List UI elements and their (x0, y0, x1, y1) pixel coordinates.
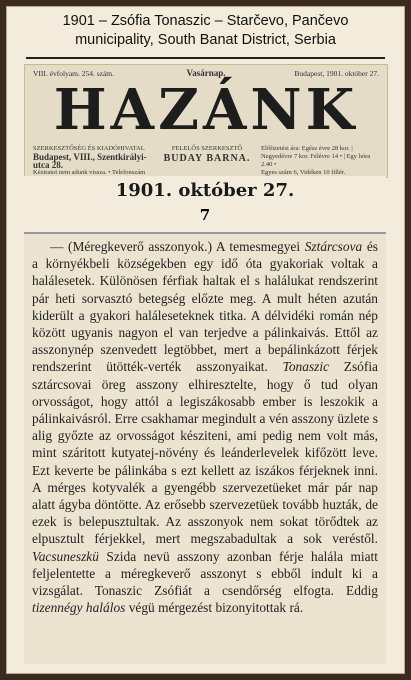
office-address: Budapest, VIII., Szentkirályi-utca 28. (33, 152, 147, 170)
subscription-info (261, 145, 381, 177)
office-note: Kéziratot nem adunk vissza. • Telefonszám (33, 169, 146, 176)
image-caption (10, 12, 401, 50)
page-number: 7 (199, 206, 211, 224)
newspaper-title: HAZÁNK (53, 77, 359, 143)
editor-name: BUDAY BARNA. (163, 153, 251, 164)
place-name: Sztárcsova (304, 239, 363, 254)
caption-divider (26, 57, 385, 59)
subscription-prices: Előfizetési ára: Egész évre 28 kor. | Negyedévre 7 kor. Félévre 14 • | Egy hóra 2.40 • (261, 145, 371, 168)
editor-info (161, 145, 253, 163)
weekday: Vasárnap. (186, 68, 226, 78)
editor-label: FELELŐS SZERKESZTŐ (171, 145, 243, 152)
single-copy-price: Egyes szám 6, Vidéken 10 fillér. (261, 169, 346, 176)
article-paragraph: — (Méregkeverő asszonyok.) A temesmegyei Sztárcsova és a környékbeli községekben egy idő óta gyakoriak voltak a halálesetek. Különösen férfiak haltak el s halálukat rendszerint pár heti sorvasztó betegség előzte meg. A mult héten azután kiderült a gyakori haláleseteknek titka. A délvidéki román nép között ugyanis nagyon el van terjedve a pálinkaivás. Ettől az asszonynép szenvedett legtöbbet, mert a bepálinkázott férjek rendszerint ütötték-verték asszonyaikat. Tonaszic Zsófia sztárcsovai öreg asszony elhiresztelte, hogy ő tud olyan orvosságot, hogy attól a legiszákosabb ember is leszokik a pálinkaivásról. Erre csakhamar megindult a vén asszony üzlete s alig győzte az orvosságot késziteni, ami pedig nem volt más, mint száritott kutyatej-növény és leánderlevelek kifőzött leve. Ezt keverte be pálinkába s ezt kellett az iszákos férjeknek inni. A mérges kotyvalék a gyengébb szervezetüeket már pár nap alatt ágyba döntötte. Az erősebb szervezetüek tovább huzták, de ezek is belepusztultak. Az asszonyok nem sokat törődtek az elpusztult férjekkel, mert megszabadultak a sok veréstől. Vacsuneszkü Szida nevü asszony azonban férje halála miatt feljelentette a méregkeverő asszonyt s ebből indult ki a vizsgálat. Tonaszic Zsófiát a csendőrség elfogta. Eddig tizennégy halálos végü mérgezést bizonyitottak rá. (32, 239, 378, 616)
person-name-vacsuneszku: Vacsuneszkü (32, 548, 99, 564)
person-name-tonaszic: Tonaszic (282, 359, 330, 375)
office-label: SZERKESZTŐSÉG ÉS KIADÓHIVATAL (33, 145, 145, 152)
page-date-header (24, 176, 386, 232)
issue-number: VIII. évfolyam. 254. szám. (33, 69, 115, 78)
place-date: Budapest, 1901. október 27. (294, 69, 379, 78)
caption-line-1: 1901 – Zsófia Tonaszic – Starčevo, Pančevo (62, 13, 349, 29)
death-count: tizennégy halálos (32, 600, 126, 616)
newspaper-masthead (24, 64, 388, 178)
article-heading: — (Méregkeverő asszonyok.) (50, 239, 213, 254)
article-text (32, 238, 378, 616)
caption-line-2: municipality, South Banat District, Serbia (75, 32, 336, 48)
issue-date: 1901. október 27. (115, 180, 295, 201)
